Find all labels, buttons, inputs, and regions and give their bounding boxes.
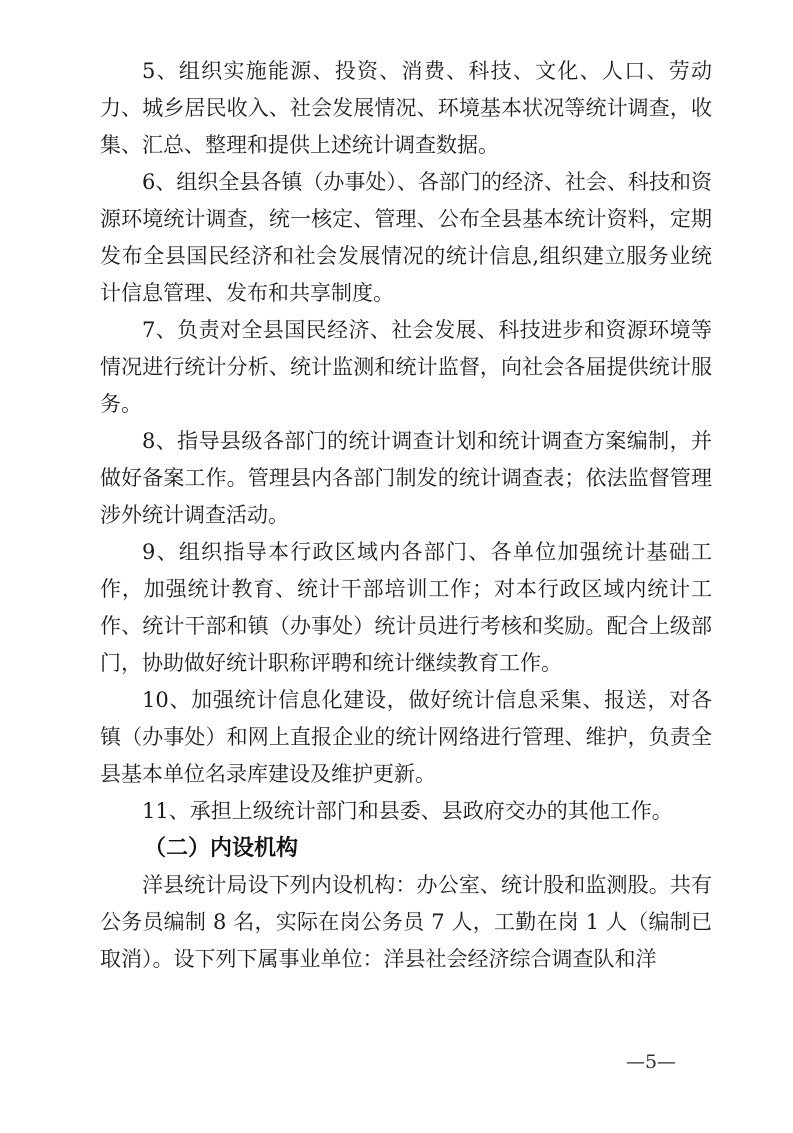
document-body	[100, 53, 712, 978]
paragraph-duty-5: 5、组织实施能源、投资、消费、科技、文化、人口、劳动力、城乡居民收入、社会发展情况、环境基本状况等统计调查，收集、汇总、整理和提供上述统计调查数据。	[100, 59, 712, 157]
paragraph-duty-8: 8、指导县级各部门的统计调查计划和统计调查方案编制，并做好备案工作。管理县内各部门制发的统计调查表；依法监督管理涉外统计调查活动。	[100, 429, 712, 527]
paragraph-duty-9: 9、组织指导本行政区域内各部门、各单位加强统计基础工作，加强统计教育、统计干部培训工作；对本行政区域内统计工作、统计干部和镇（办事处）统计员进行考核和奖励。配合上级部门，协助做好统计职称评聘和统计继续教育工作。	[100, 540, 712, 675]
paragraph-duty-10: 10、加强统计信息化建设，做好统计信息采集、报送，对各镇（办事处）和网上直报企业的统计网络进行管理、维护，负责全县基本单位名录库建设及维护更新。	[100, 688, 712, 786]
paragraph-internal-organs-body: 洋县统计局设下列内设机构：办公室、统计股和监测股。共有公务员编制 8 名，实际在岗公务员 7 人，工勤在岗 1 人（编制已取消）。设下列下属事业单位：洋县社会经济综合调查队和洋	[100, 873, 712, 971]
paragraph-duty-7: 7、负责对全县国民经济、社会发展、科技进步和资源环境等情况进行统计分析、统计监测和统计监督，向社会各届提供统计服务。	[100, 318, 712, 416]
paragraph-duty-11: 11、承担上级统计部门和县委、县政府交办的其他工作。	[142, 799, 673, 823]
section-heading-internal-organs: （二）内设机构	[144, 836, 299, 861]
paragraph-duty-6: 6、组织全县各镇（办事处）、各部门的经济、社会、科技和资源环境统计调查，统一核定、管理、公布全县基本统计资料，定期发布全县国民经济和社会发展情况的统计信息,组织建立服务业统计信息管理、发布和共享制度。	[100, 170, 712, 305]
page-number: —5—	[625, 1051, 677, 1073]
